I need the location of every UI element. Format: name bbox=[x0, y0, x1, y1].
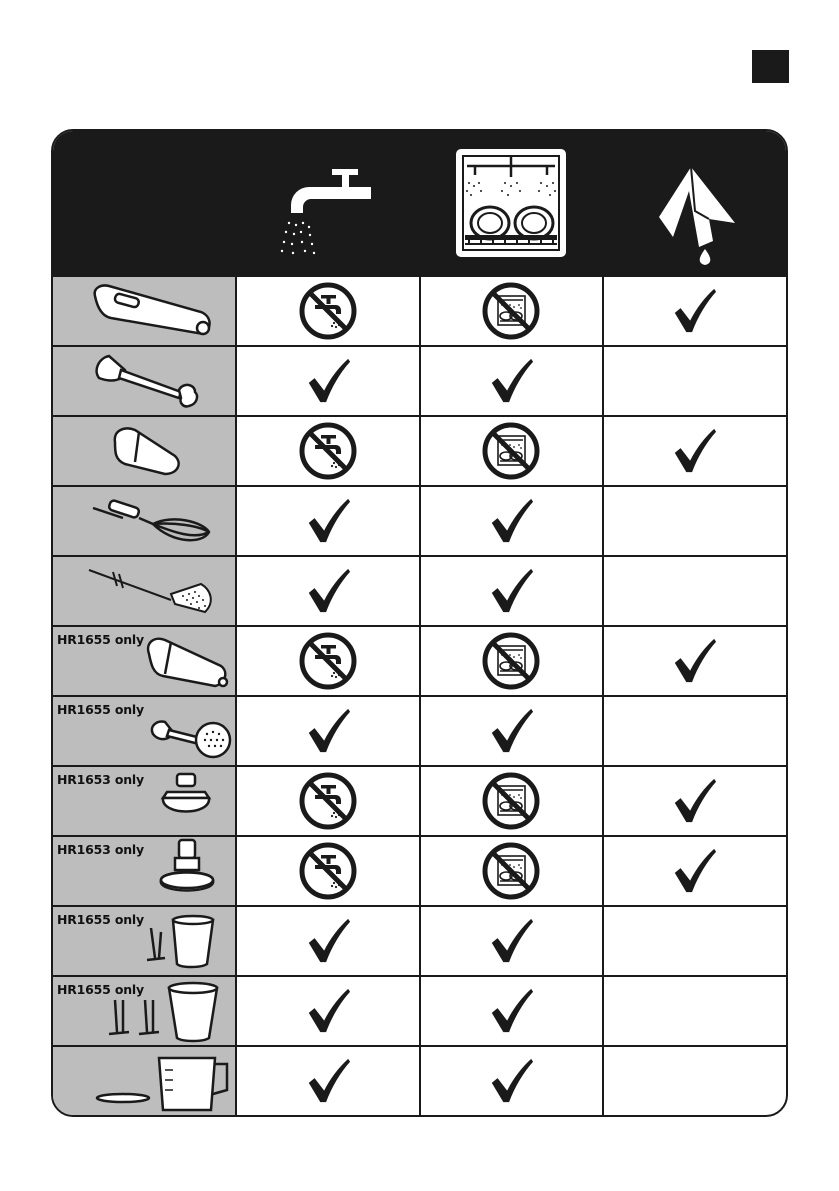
row-model-label: HR1655 only bbox=[57, 632, 144, 647]
check-mark-icon bbox=[309, 359, 350, 402]
check-mark-icon bbox=[492, 919, 533, 962]
check-mark-icon bbox=[675, 289, 716, 332]
row-model-label: HR1655 only bbox=[57, 912, 144, 927]
check-mark-icon bbox=[492, 359, 533, 402]
check-mark-icon bbox=[309, 499, 350, 542]
prohibited-dishwasher-icon bbox=[485, 845, 537, 897]
check-mark-icon bbox=[675, 639, 716, 682]
check-mark-icon bbox=[675, 849, 716, 892]
prohibited-tap-icon bbox=[302, 635, 354, 687]
cleaning-table-graphic bbox=[53, 131, 786, 1115]
row-model-label: HR1653 only bbox=[57, 842, 144, 857]
cleaning-table bbox=[51, 129, 788, 1117]
dishwasher-icon bbox=[456, 149, 566, 257]
check-mark-icon bbox=[675, 429, 716, 472]
check-mark-icon bbox=[492, 569, 533, 612]
row-model-label: HR1655 only bbox=[57, 982, 144, 997]
prohibited-tap-icon bbox=[302, 845, 354, 897]
prohibited-tap-icon bbox=[302, 285, 354, 337]
prohibited-tap-icon bbox=[302, 775, 354, 827]
prohibited-dishwasher-icon bbox=[485, 425, 537, 477]
check-mark-icon bbox=[675, 779, 716, 822]
check-mark-icon bbox=[309, 709, 350, 752]
prohibited-dishwasher-icon bbox=[485, 285, 537, 337]
check-mark-icon bbox=[309, 1059, 350, 1102]
check-mark-icon bbox=[309, 919, 350, 962]
check-mark-icon bbox=[492, 499, 533, 542]
check-mark-icon bbox=[309, 569, 350, 612]
row-model-label: HR1655 only bbox=[57, 702, 144, 717]
row-model-label: HR1653 only bbox=[57, 772, 144, 787]
prohibited-dishwasher-icon bbox=[485, 635, 537, 687]
check-mark-icon bbox=[309, 989, 350, 1032]
check-mark-icon bbox=[492, 989, 533, 1032]
prohibited-tap-icon bbox=[302, 425, 354, 477]
status-cells bbox=[302, 285, 716, 1102]
prohibited-dishwasher-icon bbox=[485, 775, 537, 827]
page-marker-square bbox=[752, 50, 789, 83]
check-mark-icon bbox=[492, 1059, 533, 1102]
check-mark-icon bbox=[492, 709, 533, 752]
